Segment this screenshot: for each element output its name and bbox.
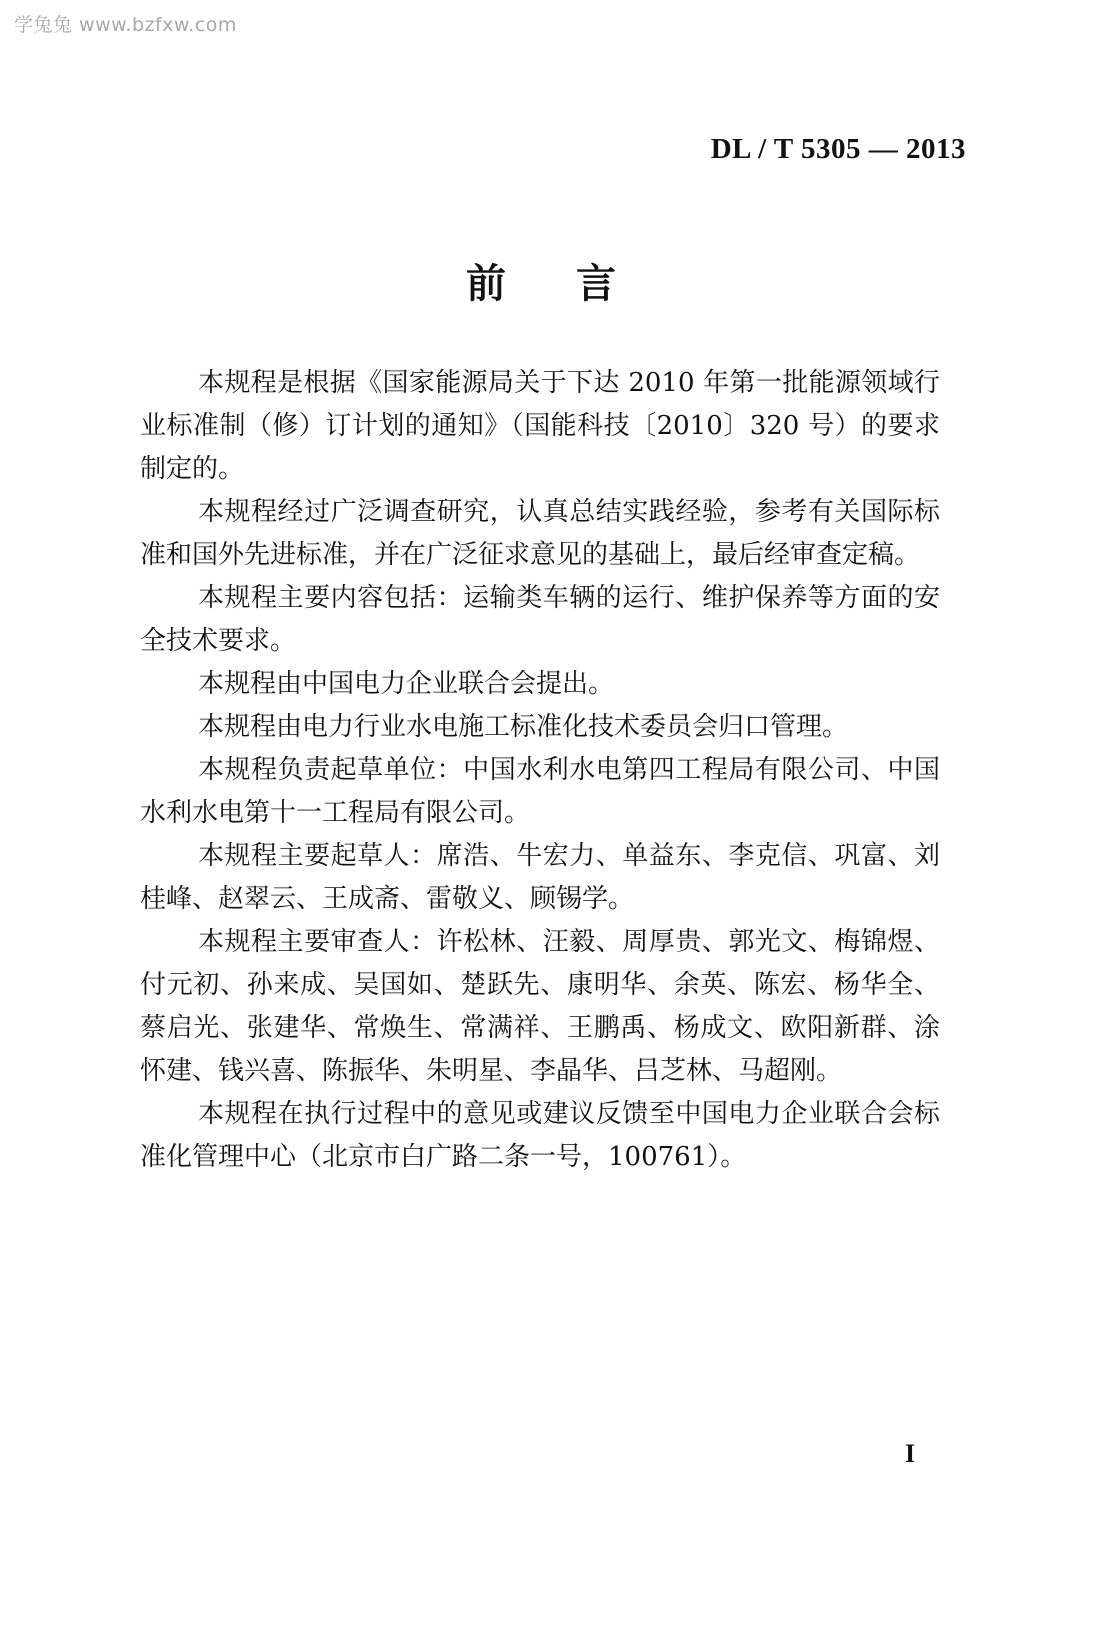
document-code: DL / T 5305 — 2013 [710, 133, 966, 165]
page-title: 前言 [466, 260, 686, 307]
preface-body [140, 362, 940, 1179]
paragraph-proposer: 本规程由中国电力企业联合会提出。 [198, 669, 615, 699]
paragraph-research: 本规程经过广泛调查研究，认真总结实践经验，参考有关国际标准和国外先进标准，并在广泛征求意见的基础上，最后经审查定稿。 [140, 497, 940, 570]
paragraph-feedback: 本规程在执行过程中的意见或建议反馈至中国电力企业联合会标准化管理中心（北京市白广路二条一号，100761）。 [140, 1099, 940, 1172]
paragraph-content: 本规程主要内容包括：运输类车辆的运行、维护保养等方面的安全技术要求。 [140, 583, 940, 656]
paragraph-reviewers: 本规程主要审查人：许松林、汪毅、周厚贵、郭光文、梅锦煜、付元初、孙来成、吴国如、楚跃先、康明华、余英、陈宏、杨华全、蔡启光、张建华、常焕生、常满祥、王鹏禹、杨成文、欧阳新群、涂怀建、钱兴喜、陈振华、朱明星、李晶华、吕芝林、马超刚。 [140, 927, 940, 1086]
paragraph-management: 本规程由电力行业水电施工标准化技术委员会归口管理。 [198, 712, 849, 742]
watermark-text: 学兔兔 www.bzfxw.com [14, 14, 237, 36]
page-number: I [905, 1439, 916, 1468]
paragraph-basis: 本规程是根据《国家能源局关于下达 2010 年第一批能源领域行业标准制（修）订计划的通知》（国能科技〔2010〕320 号）的要求制定的。 [140, 368, 940, 484]
paragraph-drafting-units: 本规程负责起草单位：中国水利水电第四工程局有限公司、中国水利水电第十一工程局有限公司。 [140, 755, 940, 828]
paragraph-drafters: 本规程主要起草人：席浩、牛宏力、单益东、李克信、巩富、刘桂峰、赵翠云、王成斋、雷敬义、顾锡学。 [140, 841, 940, 914]
